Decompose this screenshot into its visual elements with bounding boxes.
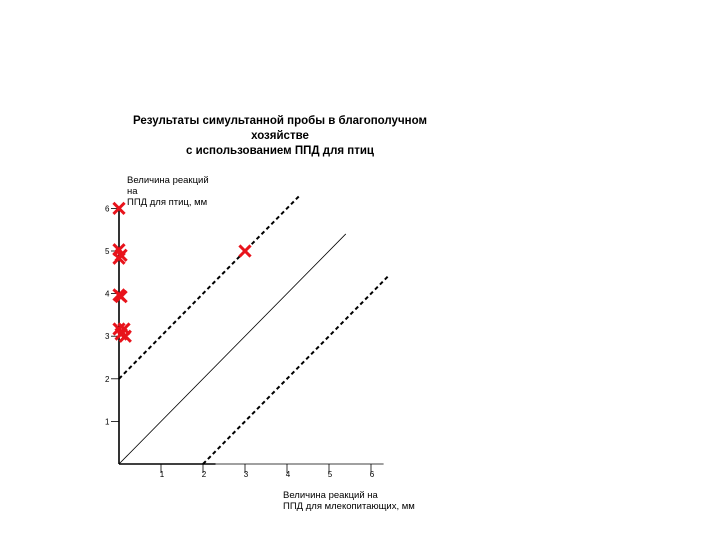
x-tick-label-6: 6 bbox=[369, 470, 375, 479]
reference-line-1-solid bbox=[119, 234, 346, 464]
chart-title: Результаты симультанной пробы в благополучном хозяйстве с использованием ППД для птиц bbox=[133, 115, 427, 157]
data-point-11 bbox=[241, 247, 250, 256]
x-tick-label-1: 1 bbox=[159, 470, 165, 479]
y-tick-label-2: 2 bbox=[105, 374, 110, 384]
y-tick-label-5: 5 bbox=[105, 247, 110, 256]
y-axis-label: Величина реакций на ППД для птиц, мм bbox=[127, 175, 209, 208]
y-tick-label-6: 6 bbox=[105, 204, 110, 214]
y-tick-label-4: 4 bbox=[105, 289, 110, 299]
data-points bbox=[115, 204, 250, 341]
x-axis-label: Величина реакций на ППД для млекопитающих, мм bbox=[283, 490, 415, 512]
x-tick-label-5: 5 bbox=[327, 470, 333, 479]
x-tick-label-4: 4 bbox=[285, 470, 291, 479]
reference-line-3-dashed bbox=[203, 277, 388, 464]
reference-lines bbox=[119, 196, 388, 464]
y-tick-label-3: 3 bbox=[105, 332, 110, 342]
y-tick-label-1: 1 bbox=[105, 417, 110, 427]
reference-line-2-dashed bbox=[119, 196, 300, 379]
x-tick-label-2: 2 bbox=[201, 470, 207, 479]
x-tick-label-3: 3 bbox=[243, 470, 249, 479]
